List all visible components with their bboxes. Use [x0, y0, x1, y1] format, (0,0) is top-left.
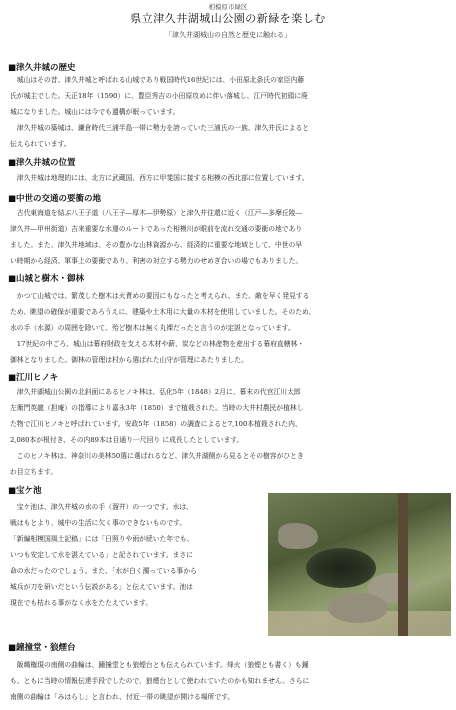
section-heading-takaragaike: ■宝ケ池: [8, 486, 42, 496]
text-line: ました。また、津久井地域は、その豊かな山林資源から、経済的に重要な地域として、中世の早: [10, 241, 303, 249]
text-line: わ目立ちます。: [10, 468, 58, 476]
text-line: いつも安定して水を湛えている」と記されています。まさに: [10, 551, 193, 559]
text-line: 南側の曲輪は「みはらし」と言われ、付近一帯の眺望が開ける場所です。: [10, 693, 235, 701]
text-line: も、ともに当時の情報伝達手段でしたので、狼煙台として使われていたのかも知れません。さらに: [10, 677, 310, 685]
section-body-transport: [10, 205, 444, 269]
section-body-bell-tower: [10, 657, 444, 705]
text-line: 城になりました。城山には今でも遺構が眠っています。: [10, 108, 180, 116]
section-heading-forest: ■山城と樹木・御林: [8, 274, 85, 284]
section-body-location: [10, 170, 444, 186]
text-line: 17世紀の中ごろ、城山は幕府財政を支える木材や薪、炭などの林産物を産出する幕府直轄林・: [10, 340, 305, 348]
text-line: このヒノキ林は、神奈川の美林50選に選ばれるなど、津久井湖側から見るとその樹容がひとき: [10, 452, 304, 460]
text-line: 津久井城は地理的には、北方に武蔵国、西方に甲斐国に接する相模の西北部に位置しています。: [10, 174, 309, 182]
text-line: かつて山城では、繁茂した樹木は火責めの要因にもなったと考えられ、また、敵を早く発見する: [10, 292, 310, 300]
section-body-forest: [10, 288, 444, 368]
photo-rock: [328, 593, 388, 623]
photo-rock: [278, 523, 318, 549]
section-heading-egawa-hinoki: ■江川ヒノキ: [8, 373, 59, 383]
text-line: 飯縄権現の南側の曲輪は、鐘撞堂とも狼煙台とも伝えられています。烽火（狼煙とも書く）も鐘: [10, 661, 309, 669]
text-line: 2,080本が根付き、その内89本は目通り一尺回り に成長したとしています。: [10, 436, 244, 444]
photo-tree-trunk: [398, 493, 408, 636]
pond-photo: [268, 493, 451, 636]
text-line: 城兵が刀を研いだという伝説がある」と伝えています。池は: [10, 583, 193, 591]
text-line: 津久井―甲州街道）吉来重要な水運のルートであった相模川が眼前を流れ交通の要衝の地であり: [10, 225, 303, 233]
page-subtitle: 「津久井湖城山の自然と歴史に触れる」: [165, 31, 291, 39]
text-line: 氏が城主でした。天正18年（1590）に、豊臣秀吉の小田原攻めに伴い落城し、江戸時代初頭に廃: [10, 92, 308, 100]
header-city: 相模原市緑区: [208, 3, 248, 11]
text-line: 津久井湖城山公園の北斜面にあるヒノキ林は、弘化5年（1848）2月に、幕末の代官江川太郎: [10, 388, 301, 396]
text-line: 左衛門英龍（担庵）の指導により嘉永3年（1850）まで植栽された。当時の大井村農民が植林し: [10, 404, 304, 412]
section-body-egawa-hinoki: [10, 384, 444, 480]
section-heading-location: ■津久井城の位置: [8, 158, 76, 168]
page-title: 県立津久井湖城山公園の新緑を楽しむ: [130, 12, 326, 25]
section-heading-bell-tower: ■鐘撞堂・狼煙台: [8, 643, 76, 653]
text-line: 現在でも枯れる事がなく水をたたえています。: [10, 599, 153, 607]
text-line: 伝えられています。: [10, 140, 71, 148]
text-line: 城山はその昔、津久井城と呼ばれる山城であり戦国時代16世紀には、小田原北条氏の家臣内藤: [10, 76, 305, 84]
text-line: 古代東海道を結ぶ八王子道（八王子―厚木―伊勢原）と津久井往還に近く（江戸―多摩丘陵―: [10, 209, 303, 217]
text-line: 戦はもとより、城中の生活に欠く事のできないものです。: [10, 519, 187, 527]
text-line: い時期から経済、軍事上の要衝であり、利害の対立する勢力のせめぎ合いの場でもありました。: [10, 257, 303, 265]
text-line: 命の水だったのでしょう。また、「水が白く濁っている事から: [10, 567, 197, 575]
text-line: た物で江川ヒノキと呼ばれています。安政5年（1858）の調査によると7,100本植栽された内、: [10, 420, 302, 428]
section-body-takaragaike: [10, 499, 260, 611]
section-heading-history: ■津久井城の歴史: [8, 63, 76, 73]
section-body-history: [10, 72, 444, 152]
section-heading-transport: ■中世の交通の要衝の地: [8, 194, 102, 204]
photo-pond: [306, 548, 376, 588]
text-line: 水の手（水源）の周囲を除いて、殆ど樹木は無く丸裸だったと言うのが定説となっています。: [10, 324, 295, 332]
text-line: 御林となりました。御林の管理は村から選ばれた山守が管理にあたりました。: [10, 356, 248, 364]
text-line: 「新編相模国風土記稿」には「日照りや雨が続いた年でも、: [10, 535, 194, 543]
text-line: 宝ケ池は、津久井城の水の手（溜井）の一つです。水は、: [10, 503, 193, 511]
text-line: ため、眺望の確保が重要であろうえに、建築や土木用に大量の木材を使用していました。そのため、: [10, 308, 316, 316]
text-line: 津久井城の築城は、鎌倉時代三浦半島一帯に勢力を誇っていた三浦氏の一族、津久井氏によると: [10, 124, 310, 132]
